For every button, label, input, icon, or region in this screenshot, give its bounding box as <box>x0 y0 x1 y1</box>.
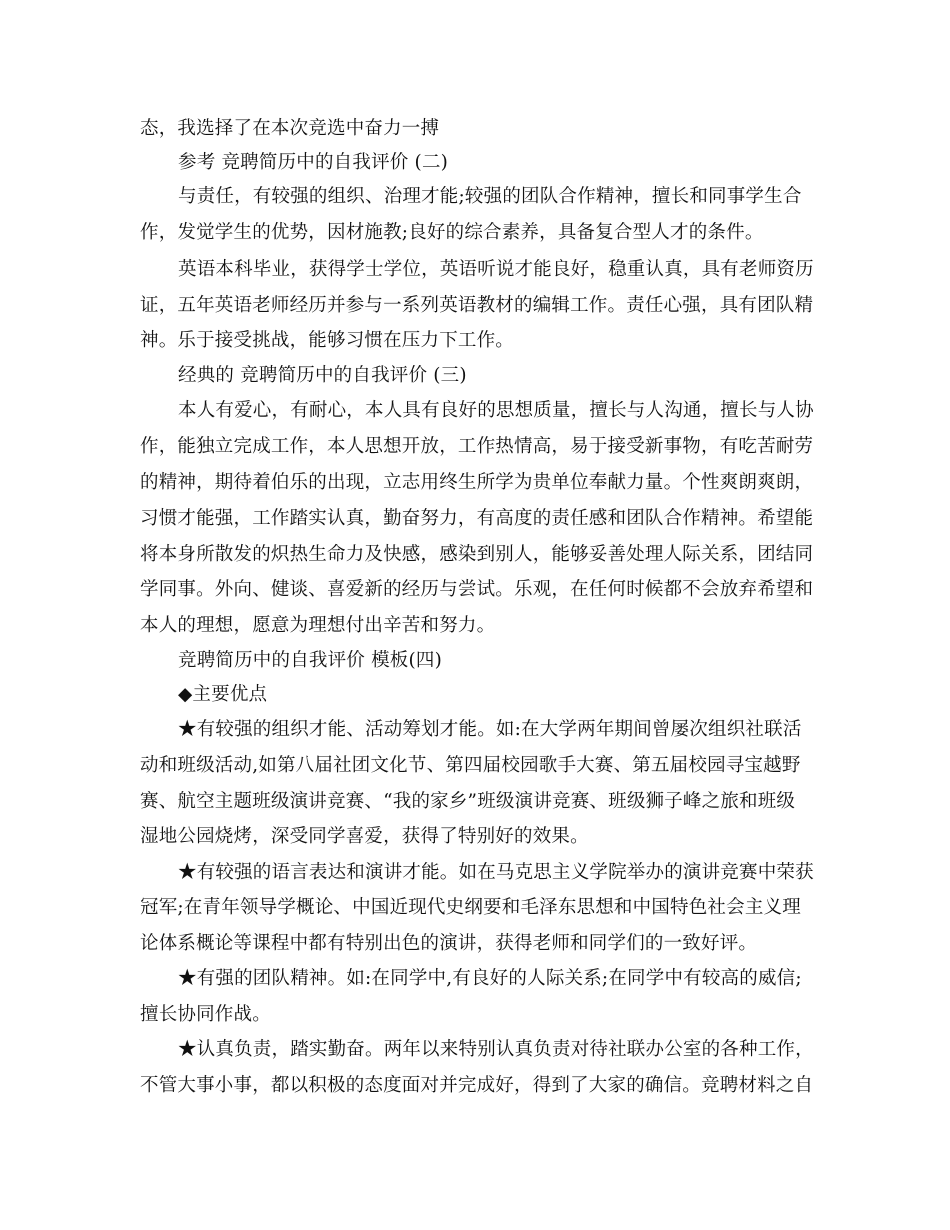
text-line: 将本身所散发的炽热生命力及快感，感染到别人，能够妥善处理人际关系，团结同 <box>140 544 814 565</box>
text-line: 本人的理想，愿意为理想付出辛苦和努力。 <box>140 615 496 636</box>
text-line: ★有强的团队精神。如:在同学中,有良好的人际关系;在同学中有较高的威信; <box>178 968 802 989</box>
text-line: ★有较强的组织才能、活动筹划才能。如:在大学两年期间曾屡次组织社联活 <box>178 719 802 740</box>
text-line: 的精神，期待着伯乐的出现，立志用终生所学为贵单位奉献力量。个性爽朗爽朗， <box>140 472 814 493</box>
text-line: 学同事。外向、健谈、喜爱新的经历与尝试。乐观，在任何时候都不会放弃希望和 <box>140 579 814 600</box>
text-line: 与责任，有较强的组织、治理才能;较强的团队合作精神，擅长和同事学生合 <box>178 186 802 207</box>
text-line: 不管大事小事，都以积极的态度面对并完成好，得到了大家的确信。竞聘材料之自 <box>140 1075 814 1096</box>
text-line: 神。乐于接受挑战，能够习惯在压力下工作。 <box>140 330 515 351</box>
text-line: 作，发觉学生的优势，因材施教;良好的综合素养，具备复合型人才的条件。 <box>140 222 764 243</box>
text-line: 作，能独立完成工作，本人思想开放，工作热情高，易于接受新事物，有吃苦耐劳 <box>140 436 814 457</box>
subheading: ◆主要优点 <box>178 684 268 705</box>
section-heading: 经典的 竞聘简历中的自我评价 (三) <box>178 365 467 386</box>
text-line: 本人有爱心，有耐心，本人具有良好的思想质量，擅长与人沟通，擅长与人协 <box>178 400 814 421</box>
section-heading: 参考 竞聘简历中的自我评价 (二) <box>178 152 449 173</box>
text-line: 冠军;在青年领导学概论、中国近现代史纲要和毛泽东思想和中国特色社会主义理 <box>140 897 801 918</box>
text-line: 湿地公园烧烤，深受同学喜爱，获得了特别好的效果。 <box>140 826 589 847</box>
text-line: 赛、航空主题班级演讲竞赛、“我的家乡”班级演讲竞赛、班级狮子峰之旅和班级 <box>140 791 796 812</box>
text-line: 论体系概论等课程中都有特别出色的演讲，获得老师和同学们的一致好评。 <box>140 933 758 954</box>
text-line: 英语本科毕业，获得学士学位，英语听说才能良好，稳重认真，具有老师资历 <box>178 259 814 280</box>
section-heading: 竞聘简历中的自我评价 模板(四) <box>178 650 443 671</box>
text-line: 态，我选择了在本次竞选中奋力一搏 <box>140 118 440 139</box>
text-line: 动和班级活动,如第八届社团文化节、第四届校园歌手大赛、第五届校园寻宝越野 <box>140 755 801 776</box>
text-line: 擅长协同作战。 <box>140 1004 271 1025</box>
text-line: ★认真负责，踏实勤奋。两年以来特别认真负责对待社联办公室的各种工作， <box>178 1039 814 1060</box>
text-line: 证，五年英语老师经历并参与一系列英语教材的编辑工作。责任心强，具有团队精 <box>140 295 814 316</box>
text-line: 习惯才能强，工作踏实认真，勤奋努力，有高度的责任感和团队合作精神。希望能 <box>140 508 814 529</box>
text-line: ★有较强的语言表达和演讲才能。如在马克思主义学院举办的演讲竞赛中荣获 <box>178 862 814 883</box>
